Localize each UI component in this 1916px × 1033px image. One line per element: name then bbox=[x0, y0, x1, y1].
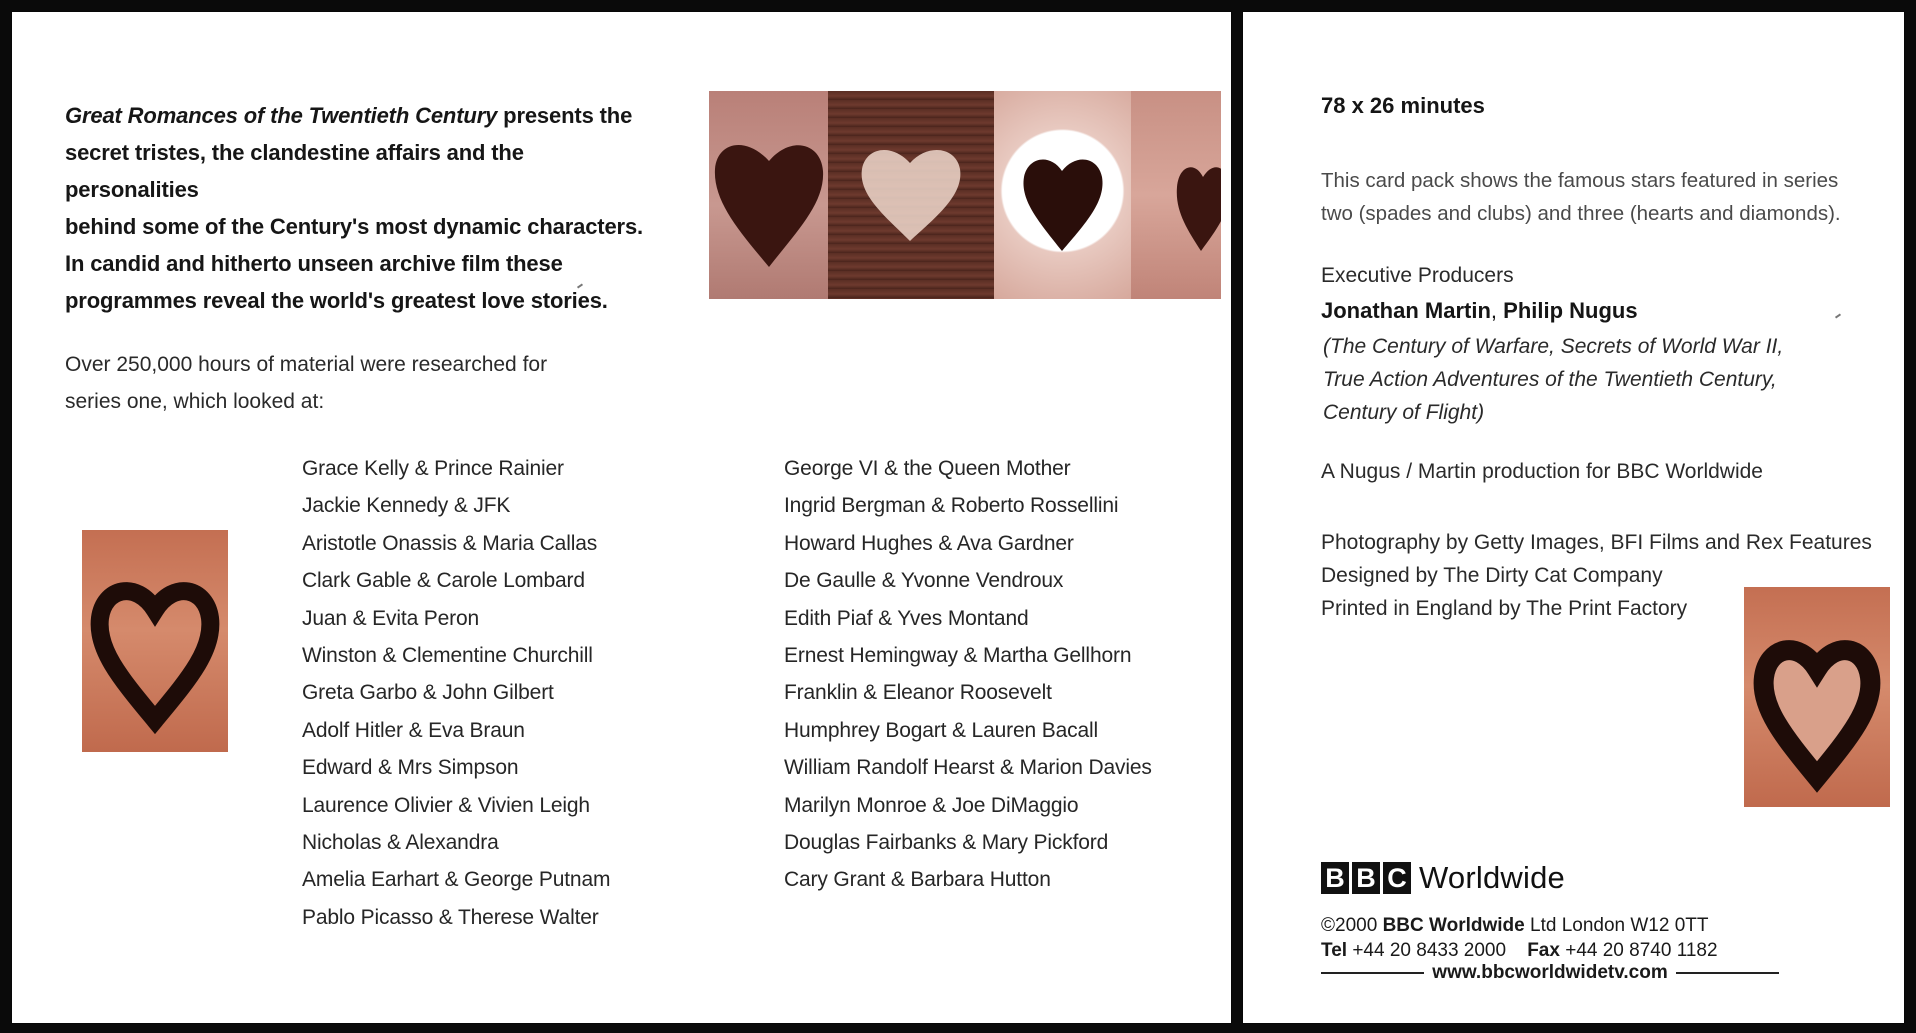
research-line-2: series one, which looked at: bbox=[65, 390, 325, 413]
heart-tile-2 bbox=[828, 91, 994, 299]
heart-outline-icon bbox=[1744, 587, 1890, 807]
fax-label: Fax bbox=[1527, 940, 1560, 961]
hearts-image-strip bbox=[709, 91, 1221, 299]
heart-thumbnail-left bbox=[82, 530, 228, 752]
fax-number: +44 20 8740 1182 bbox=[1565, 940, 1718, 961]
description-line-1: This card pack shows the famous stars featured in series bbox=[1321, 169, 1839, 192]
divider-left bbox=[1321, 972, 1424, 974]
bbc-logo-block: B bbox=[1352, 862, 1380, 894]
card-pack-description bbox=[1321, 164, 1881, 230]
company-name: BBC Worldwide bbox=[1382, 915, 1525, 936]
bbc-logo-block: B bbox=[1321, 862, 1349, 894]
research-note bbox=[65, 346, 625, 420]
couple-item: Adolf Hitler & Eva Braun bbox=[302, 718, 525, 742]
website-line bbox=[1321, 962, 1779, 984]
bbc-logo-word: Worldwide bbox=[1419, 860, 1565, 895]
couple-item: Edith Piaf & Yves Montand bbox=[784, 606, 1029, 630]
phone-line bbox=[1321, 938, 1718, 963]
production-line: A Nugus / Martin production for BBC Worldwide bbox=[1321, 460, 1763, 483]
intro-line-2: secret tristes, the clandestine affairs and the personalities bbox=[65, 140, 524, 202]
bbc-logo-block: C bbox=[1383, 862, 1411, 894]
couple-item: Greta Garbo & John Gilbert bbox=[302, 681, 554, 705]
producer-credits-line-3: Century of Flight) bbox=[1323, 401, 1485, 424]
heart-tile-3 bbox=[994, 91, 1131, 299]
producer-name-separator: , bbox=[1490, 298, 1504, 323]
couple-item: Marilyn Monroe & Joe DiMaggio bbox=[784, 793, 1079, 817]
couple-item: Nicholas & Alexandra bbox=[302, 831, 499, 855]
couple-item: Ernest Hemingway & Martha Gellhorn bbox=[784, 644, 1132, 668]
photography-credit: Photography by Getty Images, BFI Films and Rex Features bbox=[1321, 531, 1872, 554]
intro-line-4: In candid and hitherto unseen archive film these bbox=[65, 251, 563, 276]
executive-producers-names bbox=[1321, 298, 1638, 324]
printing-credit: Printed in England by The Print Factory bbox=[1321, 597, 1688, 620]
heart-thumbnail-right bbox=[1744, 587, 1890, 807]
couple-item: Clark Gable & Carole Lombard bbox=[302, 569, 585, 593]
heart-outline-icon bbox=[82, 530, 228, 752]
tel-number: +44 20 8433 2000 bbox=[1352, 940, 1507, 961]
couples-list-column-1 bbox=[302, 450, 722, 936]
description-line-2: two (spades and clubs) and three (hearts and diamonds). bbox=[1321, 202, 1841, 225]
copyright-year: ©2000 bbox=[1321, 915, 1378, 936]
heart-icon bbox=[1131, 91, 1221, 299]
producer-name-2: Philip Nugus bbox=[1503, 298, 1638, 323]
couple-item: Winston & Clementine Churchill bbox=[302, 644, 593, 668]
bbc-worldwide-logo bbox=[1321, 860, 1565, 896]
producer-credits-line-1: (The Century of Warfare, Secrets of World War II, bbox=[1323, 335, 1784, 358]
heart-icon bbox=[994, 91, 1131, 299]
design-credit: Designed by The Dirty Cat Company bbox=[1321, 564, 1663, 587]
couple-item: Douglas Fairbanks & Mary Pickford bbox=[784, 831, 1109, 855]
intro-paragraph bbox=[65, 97, 645, 319]
couple-item: Edward & Mrs Simpson bbox=[302, 756, 519, 780]
producer-name-1: Jonathan Martin bbox=[1321, 298, 1491, 323]
heart-tile-1 bbox=[709, 91, 828, 299]
heart-icon bbox=[828, 91, 994, 299]
couple-item: Grace Kelly & Prince Rainier bbox=[302, 457, 564, 480]
divider-right bbox=[1676, 972, 1779, 974]
intro-line-3: behind some of the Century's most dynamic characters. bbox=[65, 214, 643, 239]
duration-label: 78 x 26 minutes bbox=[1321, 93, 1485, 118]
couple-item: De Gaulle & Yvonne Vendroux bbox=[784, 569, 1064, 593]
contact-block bbox=[1321, 913, 1718, 963]
couple-item: Pablo Picasso & Therese Walter bbox=[302, 905, 599, 929]
couple-item: Laurence Olivier & Vivien Leigh bbox=[302, 793, 590, 817]
couple-item: Howard Hughes & Ava Gardner bbox=[784, 531, 1074, 555]
producer-credits-line-2: True Action Adventures of the Twentieth Century, bbox=[1323, 368, 1777, 391]
couple-item: Juan & Evita Peron bbox=[302, 606, 480, 630]
executive-producers-heading: Executive Producers bbox=[1321, 264, 1514, 287]
research-line-1: Over 250,000 hours of material were researched for bbox=[65, 353, 548, 376]
couple-item: Cary Grant & Barbara Hutton bbox=[784, 868, 1051, 892]
intro-line-1-rest: presents the bbox=[497, 103, 633, 128]
series-title: Great Romances of the Twentieth Century bbox=[65, 103, 498, 128]
couple-item: Jackie Kennedy & JFK bbox=[302, 494, 511, 518]
producer-credits bbox=[1323, 330, 1843, 429]
couple-item: George VI & the Queen Mother bbox=[784, 457, 1071, 480]
couple-item: Aristotle Onassis & Maria Callas bbox=[302, 531, 598, 555]
couple-item: William Randolf Hearst & Marion Davies bbox=[784, 756, 1152, 780]
couples-list-column-2 bbox=[784, 450, 1204, 899]
company-address: Ltd London W12 0TT bbox=[1530, 915, 1709, 936]
couple-item: Humphrey Bogart & Lauren Bacall bbox=[784, 718, 1099, 742]
heart-icon bbox=[709, 91, 828, 299]
couple-item: Franklin & Eleanor Roosevelt bbox=[784, 681, 1052, 705]
intro-line-5: programmes reveal the world's greatest love stories. bbox=[65, 288, 608, 313]
couple-item: Amelia Earhart & George Putnam bbox=[302, 868, 611, 892]
website-url[interactable]: www.bbcworldwidetv.com bbox=[1432, 962, 1668, 983]
copyright-line bbox=[1321, 913, 1718, 938]
tel-label: Tel bbox=[1321, 940, 1348, 961]
intro-line-1 bbox=[65, 97, 645, 134]
heart-tile-4 bbox=[1131, 91, 1221, 299]
couple-item: Ingrid Bergman & Roberto Rossellini bbox=[784, 494, 1119, 518]
